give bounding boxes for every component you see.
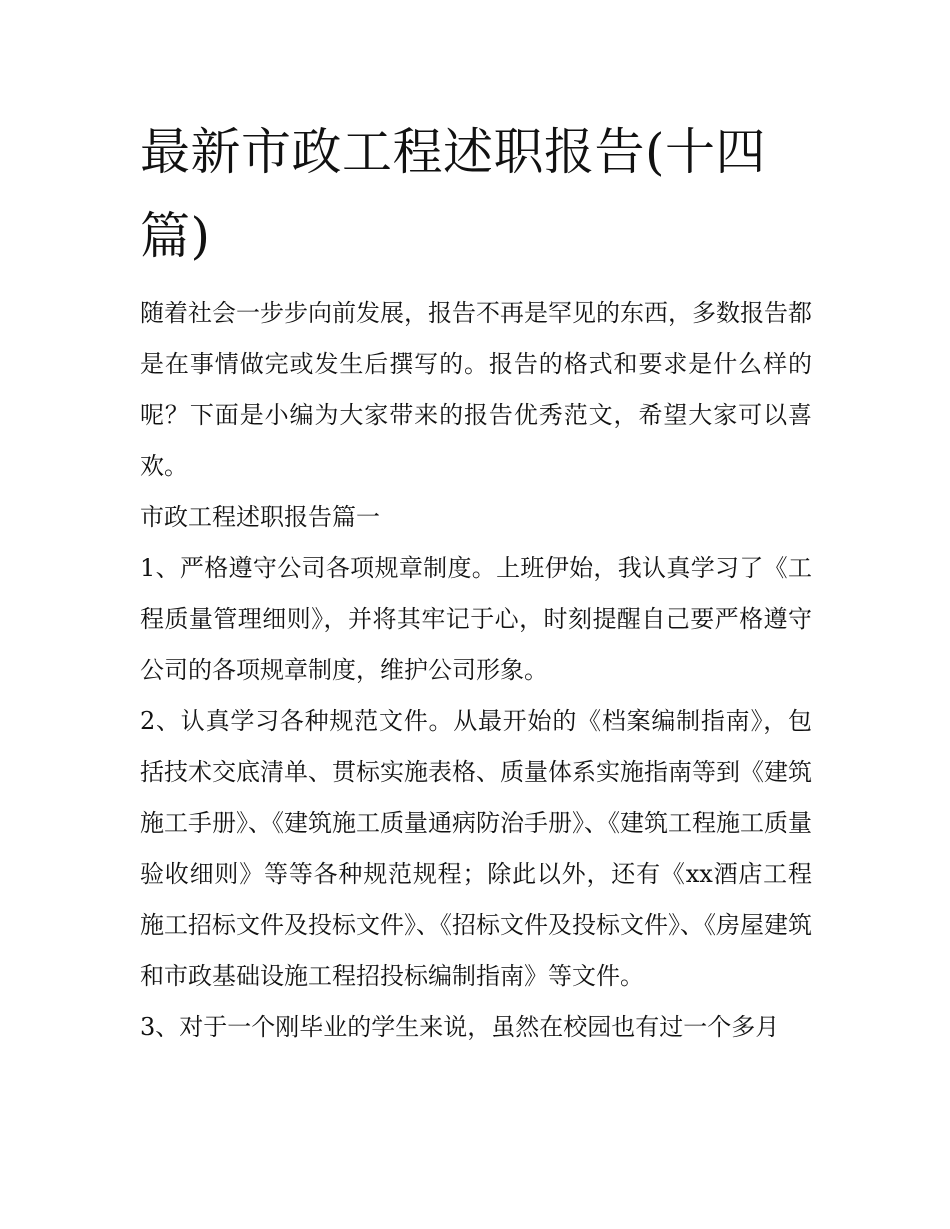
list-item: 2、认真学习各种规范文件。从最开始的《档案编制指南》，包括技术交底清单、贯标实施表格、质量体系实施指南等到《建筑施工手册》、《建筑施工质量通病防治手册》、《建筑工程施工质量验收细则》等等各种规范规程；除此以外，还有《xx酒店工程施工招标文件及投标文件》、《招标文件及投标文件》、《房屋建筑和市政基础设施工程招投标编制指南》等文件。 [140, 707, 812, 990]
section-heading: 市政工程述职报告篇一 [140, 503, 380, 531]
intro-paragraph: 随着社会一步步向前发展，报告不再是罕见的东西，多数报告都是在事情做完或发生后撰写的。报告的格式和要求是什么样的呢？下面是小编为大家带来的报告优秀范文，希望大家可以喜欢。 [140, 299, 812, 480]
document-title: 最新市政工程述职报告(十四篇) [140, 123, 767, 265]
list-item: 3、对于一个刚毕业的学生来说，虽然在校园也有过一个多月 [140, 1013, 780, 1041]
list-item: 1、严格遵守公司各项规章制度。上班伊始，我认真学习了《工程质量管理细则》，并将其牢记于心，时刻提醒自己要严格遵守公司的各项规章制度，维护公司形象。 [140, 554, 812, 684]
document-page [140, 110, 812, 1053]
